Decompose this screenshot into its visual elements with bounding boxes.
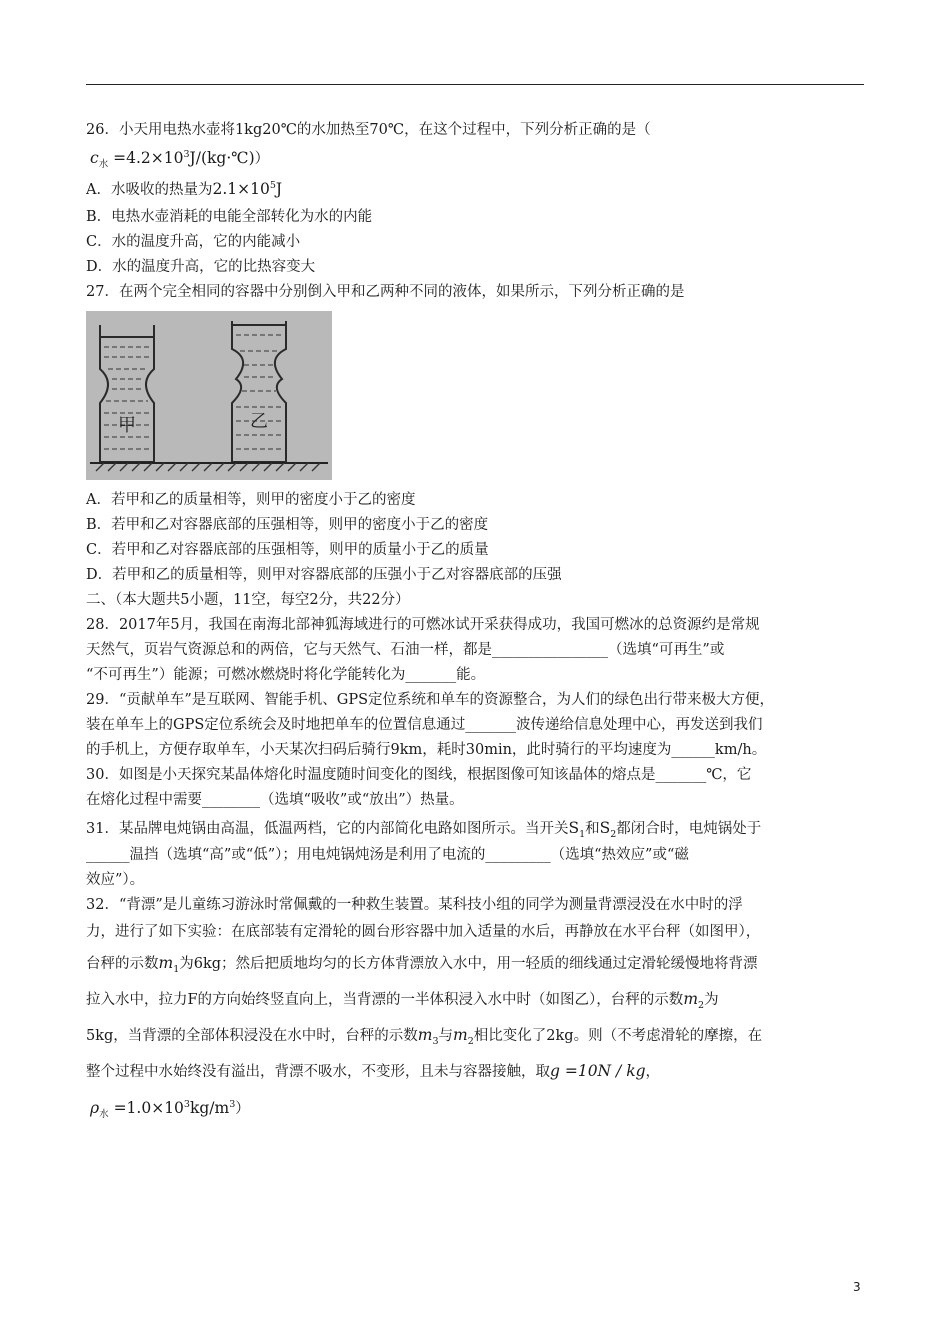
exam-content bbox=[86, 118, 876, 1126]
q26-c-sub: 水 bbox=[98, 158, 109, 170]
q26-stem: 26．小天用电热水壶将1kg20℃的水加热至70℃，在这个过程中，下列分析正确的是（ bbox=[86, 122, 651, 138]
fig-label-yi: 乙 bbox=[250, 411, 268, 432]
switch-s1: S bbox=[568, 819, 580, 837]
header-rule bbox=[86, 84, 864, 85]
q32-line-1: 32．“背漂”是儿童练习游泳时常佩戴的一种救生装置。某科技小组的同学为测量背漂浸没在水中时的浮 bbox=[86, 897, 743, 913]
q26-c-unit: J/(kg·℃) bbox=[189, 149, 255, 167]
q31-line-2: ______温挡（选填“高”或“低”）；用电炖锅炖汤是利用了电流的_________（选填“热效应”或“磁 bbox=[86, 847, 689, 863]
q28-line-1: 28．2017年5月，我国在南海北部神狐海域进行的可燃冰试开采获得成功，我国可燃冰的总资源约是常规 bbox=[86, 617, 760, 633]
q26-c-eq: =4.2×10 bbox=[108, 149, 184, 167]
q31-line-3: 效应”）。 bbox=[86, 872, 145, 888]
page-number: 3 bbox=[853, 1280, 861, 1294]
q31-line-1: 31．某品牌电炖锅由高温，低温两档，它的内部简化电路如图所示。当开关$S_1$和$S_2$都闭合时，电炖锅处于 bbox=[86, 819, 762, 840]
q30-line-2: 在熔化过程中需要________（选填“吸收”或“放出”）热量。 bbox=[86, 792, 464, 808]
switch-s2: S bbox=[599, 819, 611, 837]
section-2-heading: 二、（本大题共5小题，11空，每空2分，共22分） bbox=[86, 592, 410, 608]
q29-line-2: 装在单车上的GPS定位系统会及时地把单车的位置信息通过_______波传递给信息处理中心，再发送到我们 bbox=[86, 717, 763, 733]
q32-line-6: 整个过程中水始终没有溢出，背漂不吸水，不变形，且未与容器接触，取g =10N / kg， bbox=[86, 1062, 661, 1080]
q32-density: $\rho_水 =1.0\times 10^3kg/m^3$） bbox=[90, 1099, 250, 1120]
gravity-expression: g =10N / kg bbox=[550, 1062, 646, 1080]
q29-line-3: 的手机上，方便存取单车，小天某次扫码后骑行9km，耗时30min，此时骑行的平均速度为______km/h。 bbox=[86, 742, 767, 758]
q32-line-5: 5kg，当背漂的全部体积浸没在水中时，台秤的示数$m_3$与$m_2$相比变化了2kg。则（不考虑滑轮的摩擦，在 bbox=[86, 1026, 763, 1047]
fig-label-jia: 甲 bbox=[118, 415, 136, 436]
q28-line-2: 天然气，页岩气资源总和的两倍，它与天然气、石油一样，都是________________（选填“可再生”或 bbox=[86, 642, 725, 658]
q32-line-3: 台秤的示数$m_1$为6kg；然后把质地均匀的长方体背漂放入水中，用一轻质的细线通过定滑轮缓慢地将背漂 bbox=[86, 954, 758, 975]
q26-option-a: A．水吸收的热量为$2.1\times 10^5J$ bbox=[86, 180, 283, 198]
q26-c: c bbox=[90, 149, 99, 167]
q26-c-exp: 3 bbox=[183, 149, 190, 161]
q30-line-1: 30．如图是小天探究某晶体熔化时温度随时间变化的图线，根据图像可知该晶体的熔点是_______℃，它 bbox=[86, 767, 752, 783]
containers-diagram bbox=[86, 311, 332, 480]
q27-stem: 27．在两个完全相同的容器中分别倒入甲和乙两种不同的液体，如果所示，下列分析正确的是 bbox=[86, 284, 685, 300]
q28-line-3: “不可再生”）能源；可燃冰燃烧时将化学能转化为_______能。 bbox=[86, 667, 486, 683]
q26-given bbox=[86, 143, 876, 174]
q29-line-1: 29．“贡献单车”是互联网、智能手机、GPS定位系统和单车的资源整合，为人们的绿色出行带来极大方便， bbox=[86, 692, 775, 708]
q32-line-2: 力，进行了如下实验：在底部装有定滑轮的圆台形容器中加入适量的水后，再静放在水平台秤（如图甲）， bbox=[86, 924, 761, 940]
q27-option-a: A．若甲和乙的质量相等，则甲的密度小于乙的密度 bbox=[86, 492, 416, 508]
q26-option-d: D．水的温度升高，它的比热容变大 bbox=[86, 259, 316, 275]
q27-option-d: D．若甲和乙的质量相等，则甲对容器底部的压强小于乙对容器底部的压强 bbox=[86, 567, 562, 583]
q26-close: ） bbox=[254, 151, 270, 167]
q32-line-4: 拉入水中，拉力F的方向始终竖直向上，当背漂的一半体积浸入水中时（如图乙），台秤的示数$m_2$为 bbox=[86, 990, 719, 1011]
q26-option-b: B．电热水壶消耗的电能全部转化为水的内能 bbox=[86, 209, 373, 225]
q27-option-b: B．若甲和乙对容器底部的压强相等，则甲的密度小于乙的密度 bbox=[86, 517, 489, 533]
q26-option-c: C．水的温度升高，它的内能减小 bbox=[86, 234, 301, 250]
q27-container-figure bbox=[86, 311, 332, 480]
q27-option-c: C．若甲和乙对容器底部的压强相等，则甲的质量小于乙的质量 bbox=[86, 542, 489, 558]
